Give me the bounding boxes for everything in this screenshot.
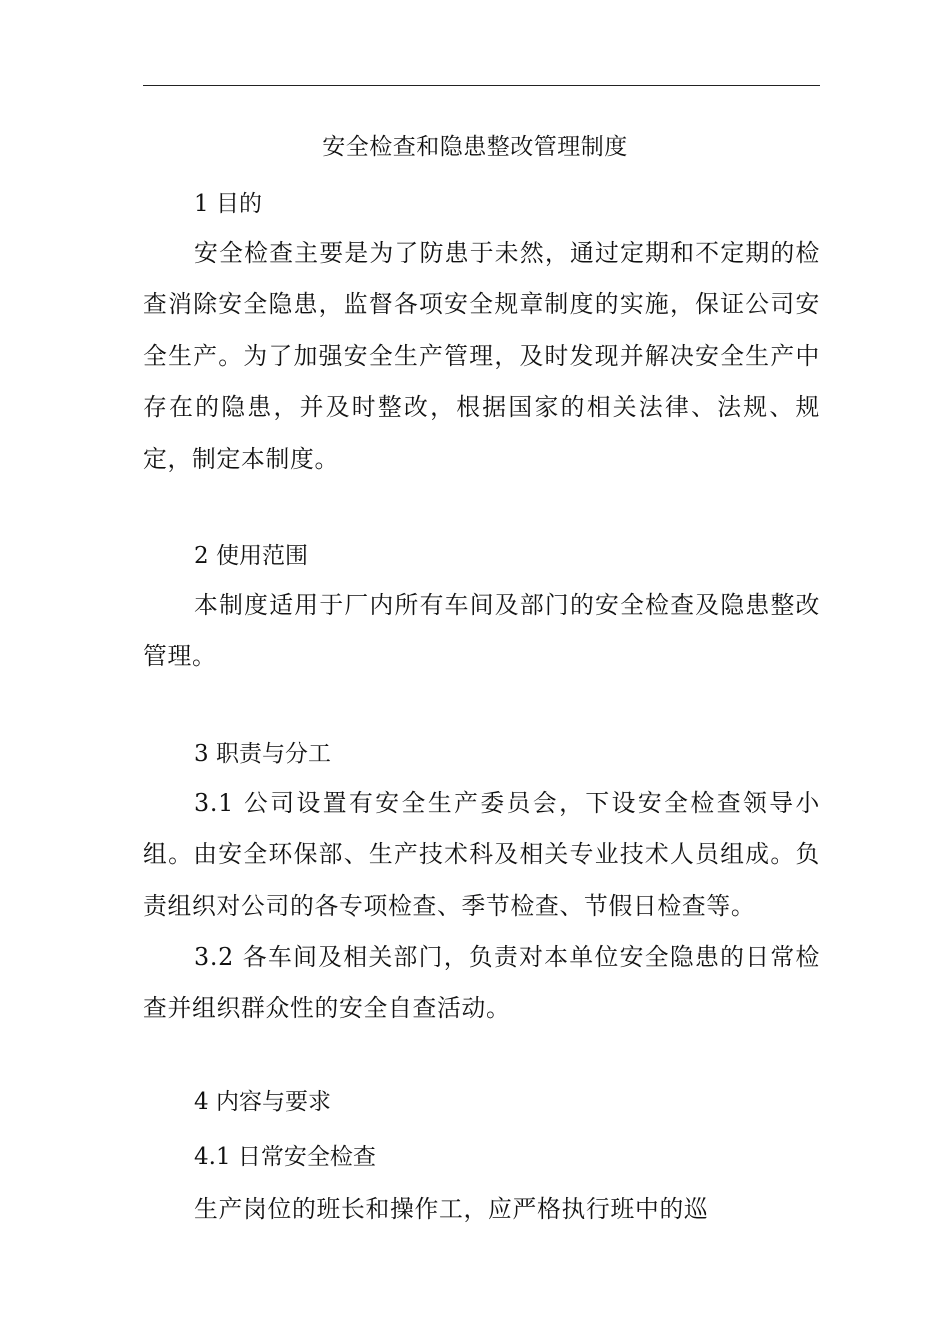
document-title: 安全检查和隐患整改管理制度 bbox=[322, 134, 628, 160]
paragraph-responsibility-3-2: 3.2 各车间及相关部门，负责对本单位安全隐患的日常检查并组织群众性的安全自查活动。 bbox=[143, 943, 820, 1023]
section-heading-content-requirements: 4 内容与要求 bbox=[194, 1089, 331, 1115]
section-heading-responsibilities: 3 职责与分工 bbox=[194, 741, 331, 767]
paragraph-responsibility-3-1: 3.1 公司设置有安全生产委员会，下设安全检查领导小组。由安全环保部、生产技术科及相关专业技术人员组成。负责组织对公司的各专项检查、季节检查、节假日检查等。 bbox=[143, 789, 820, 920]
paragraph-daily-inspection: 生产岗位的班长和操作工，应严格执行班中的巡 bbox=[194, 1195, 709, 1223]
section-heading-scope: 2 使用范围 bbox=[194, 543, 308, 569]
paragraph-purpose: 安全检查主要是为了防患于未然，通过定期和不定期的检查消除安全隐患，监督各项安全规章制度的实施，保证公司安全生产。为了加强安全生产管理，及时发现并解决安全生产中存在的隐患，并及时整改，根据国家的相关法律、法规、规定，制定本制度。 bbox=[143, 239, 820, 473]
paragraph-scope: 本制度适用于厂内所有车间及部门的安全检查及隐患整改管理。 bbox=[143, 591, 820, 671]
section-heading-purpose: 1 目的 bbox=[194, 191, 262, 217]
subsection-heading-daily-inspection: 4.1 日常安全检查 bbox=[194, 1144, 376, 1170]
header-rule bbox=[143, 85, 820, 86]
